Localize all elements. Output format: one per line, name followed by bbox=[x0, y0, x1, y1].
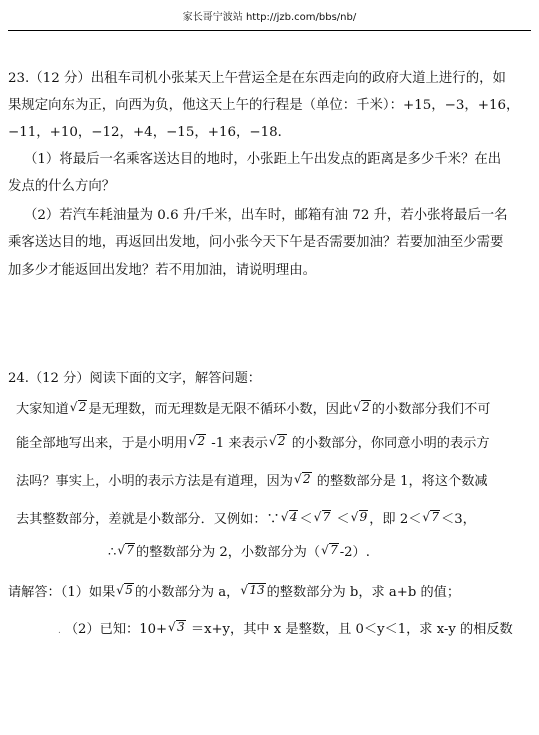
radical-sign: √ bbox=[313, 510, 322, 524]
text-segment: -2）. bbox=[339, 545, 370, 560]
radical-sign: √ bbox=[353, 400, 361, 414]
radical-sign: √ bbox=[240, 583, 248, 597]
sqrt-5-expression bbox=[116, 583, 134, 597]
text-segment: ，即 2＜ bbox=[369, 512, 422, 527]
radical-sign: √ bbox=[422, 510, 431, 524]
q23-part1-line-1: （1）将最后一名乘客送达目的地时，小张距上午出发点的距离是多少千米？在出 bbox=[24, 152, 502, 167]
q23-part1-line-2: 发点的什么方向？ bbox=[8, 179, 116, 194]
text-segment: -1 来表示 bbox=[207, 436, 268, 451]
radical-sign: √ bbox=[293, 472, 302, 486]
radicand: 9 bbox=[359, 510, 368, 524]
radical-sign: √ bbox=[188, 434, 197, 448]
radical-sign: √ bbox=[321, 543, 329, 557]
radical-sign: √ bbox=[268, 434, 277, 448]
sqrt-4-expression bbox=[281, 510, 299, 524]
sqrt-7-expression bbox=[117, 543, 135, 557]
radical-sign: √ bbox=[168, 620, 176, 634]
q23-line-3: −11，+10，−12，+4，−15，+16，−18． bbox=[8, 125, 292, 140]
text-segment: 去其整数部分，差就是小数部分．又例如：∵ bbox=[16, 512, 280, 527]
text-segment: 的小数部分我们不可 bbox=[371, 402, 491, 417]
radicand: 7 bbox=[322, 510, 331, 524]
text-segment: 大家知道 bbox=[16, 402, 69, 417]
text-segment: 请解答：（1）如果 bbox=[8, 585, 116, 600]
q24-task-1 bbox=[8, 583, 460, 602]
q23-part2-line-1: （2）若汽车耗油量为 0.6 升/千米，出车时，邮箱有油 72 升，若小张将最后一名 bbox=[24, 208, 508, 223]
text-segment: 是无理数，而无理数是无限不循环小数，因此 bbox=[88, 402, 353, 417]
text-segment: 的小数部分，你同意小明的表示方 bbox=[287, 436, 490, 451]
q24-title: 24.（12 分）阅读下面的文字，解答问题： bbox=[8, 371, 261, 386]
text-segment: ＜ bbox=[332, 512, 350, 527]
q24-reading-line-4 bbox=[16, 510, 476, 529]
radicand: 2 bbox=[362, 400, 370, 414]
sqrt-2-expression bbox=[269, 434, 287, 448]
radicand: 13 bbox=[249, 583, 265, 597]
sqrt-2-expression bbox=[70, 400, 88, 414]
page-header bbox=[0, 0, 539, 34]
radicand: 7 bbox=[126, 543, 135, 557]
q24-reading-line-3 bbox=[16, 472, 488, 491]
q23-line-1: 23.（12 分）出租车司机小张某天上午营运全是在东西走向的政府大道上进行的，如 bbox=[8, 71, 506, 86]
sqrt-7-expression bbox=[314, 510, 332, 524]
sqrt-2-expression bbox=[353, 400, 371, 414]
radicand: 3 bbox=[177, 620, 185, 634]
header-site-text: 家长哥宁波站 http://jzb.com/bbs/nb/ bbox=[182, 12, 357, 23]
q24-reading-line-1 bbox=[16, 400, 490, 419]
text-segment: ∴ bbox=[108, 545, 117, 560]
radicand: 2 bbox=[197, 434, 206, 448]
text-segment: 法吗？事实上，小明的表示方法是有道理，因为 bbox=[16, 474, 293, 489]
sqrt-2-expression bbox=[188, 434, 206, 448]
text-segment: 能全部地写出来，于是小明用 bbox=[16, 436, 188, 451]
sqrt-13-expression bbox=[240, 583, 265, 597]
sqrt-2-expression bbox=[294, 472, 312, 486]
sqrt-3-expression bbox=[168, 620, 186, 634]
radical-sign: √ bbox=[280, 510, 289, 524]
text-segment: 的小数部分为 a， bbox=[134, 585, 240, 600]
radicand: 2 bbox=[277, 434, 286, 448]
q24-task-2 bbox=[58, 620, 513, 640]
sqrt-7-expression bbox=[321, 543, 339, 557]
q24-reading-line-2 bbox=[16, 434, 490, 453]
radicand: 4 bbox=[289, 510, 298, 524]
text-segment: 的整数部分为 2，小数部分为（ bbox=[136, 545, 321, 560]
q23-line-2: 果规定向东为正，向西为负，他这天上午的行程是（单位：千米）：+15，−3，+16， bbox=[8, 98, 520, 113]
q23-part2-line-3: 加多少才能返回出发地？若不用加油，请说明理由。 bbox=[8, 263, 316, 278]
text-segment: （2）已知：10+ bbox=[64, 622, 168, 637]
text-segment: ＝x+y，其中 x 是整数，且 0＜y＜1，求 x-y 的相反数 bbox=[186, 622, 513, 637]
radical-sign: √ bbox=[69, 400, 78, 414]
radical-sign: √ bbox=[350, 510, 359, 524]
radical-sign: √ bbox=[117, 543, 126, 557]
sqrt-9-expression bbox=[351, 510, 369, 524]
q23-part2-line-2: 乘客送达目的地，再返回出发地，问小张今天下午是否需要加油？若要加油至少需要 bbox=[8, 235, 504, 250]
radicand: 7 bbox=[330, 543, 338, 557]
radicand: 2 bbox=[78, 400, 87, 414]
header-divider bbox=[8, 30, 531, 31]
radicand: 7 bbox=[431, 510, 440, 524]
radicand: 5 bbox=[125, 583, 133, 597]
text-segment: 的整数部分为 b，求 a+b 的值； bbox=[266, 585, 461, 600]
sqrt-7-expression bbox=[422, 510, 440, 524]
text-segment: ＜3， bbox=[441, 512, 476, 527]
text-segment: ＜ bbox=[299, 512, 313, 527]
radical-sign: √ bbox=[116, 583, 124, 597]
stray-dot: . bbox=[58, 626, 61, 636]
text-segment: 的整数部分是 1，将这个数减 bbox=[312, 474, 488, 489]
radicand: 2 bbox=[302, 472, 311, 486]
q24-reading-line-5 bbox=[108, 543, 370, 562]
